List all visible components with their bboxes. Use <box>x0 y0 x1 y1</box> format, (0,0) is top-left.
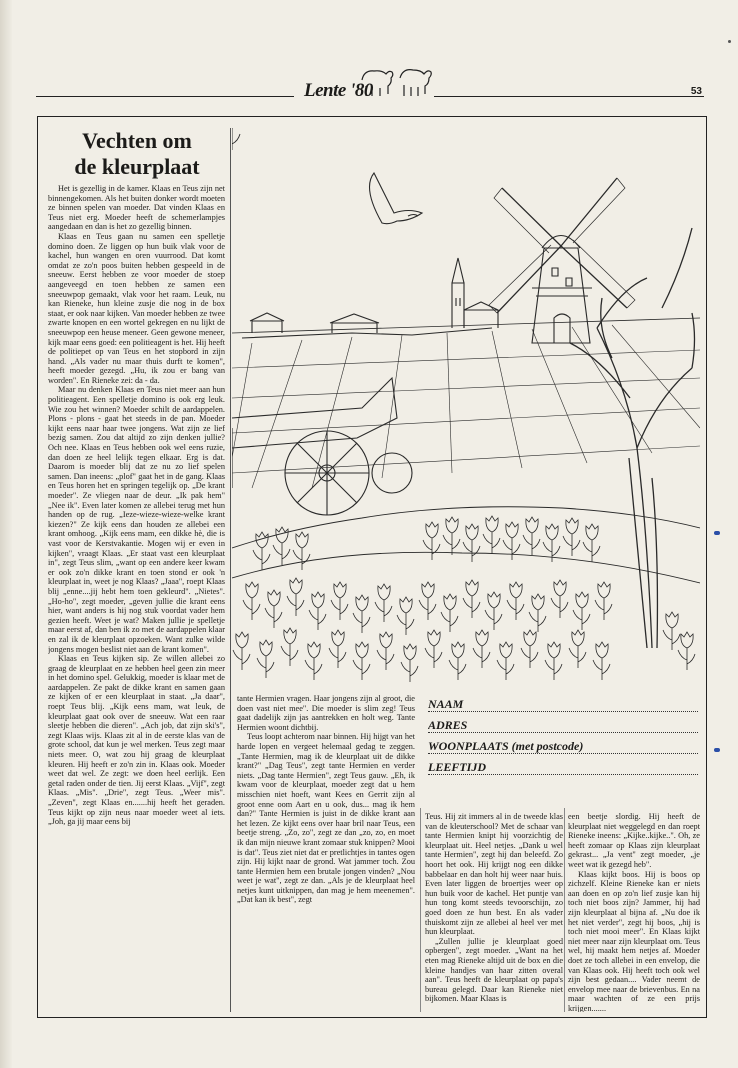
city-label: WOONPLAATS (met postcode) <box>428 739 584 753</box>
name-field[interactable] <box>428 697 698 718</box>
title-line-1: Vechten om <box>82 128 192 153</box>
coloring-plate-illustration <box>232 128 700 683</box>
paragraph: Teus. Hij zit immers al in de tweede klas van de kleuterschool? Met de schaar van tante Hermien knipt hij voorzichtig de kleurplaat uit. Heel netjes. „Dank u wel tante Hermien", zegt hij dan beleefd. Zo hoort het ook. Hij krijgt nog een dikke babbelaar en dan holt hij weer naar huis. Even later liggen de broertjes weer op hun buik voor de kachel. Het puntje van hun tong komt steeds tevoorschijn, zo goed doen ze hun best. En als vader thuiskomt zijn ze allebei al heel ver met hun kleurplaat. <box>425 812 563 937</box>
age-field[interactable] <box>428 760 698 781</box>
page-spine <box>0 0 12 1068</box>
bird-icon <box>370 173 423 224</box>
address-field[interactable] <box>428 718 698 739</box>
masthead-rule-right <box>434 96 704 97</box>
city-field[interactable] <box>428 739 698 760</box>
title-line-2: de kleurplaat <box>74 154 200 179</box>
cart-icon <box>232 378 412 515</box>
paragraph: Maar nu denken Klaas en Teus niet meer aan hun politieagent. Een spelletje domino is ook erg leuk. Wie zou het winnen? Moeder schilt de aardappelen. Plons - plons - gaat het steeds in de pan. Moeder kijkt eens naar haar twee jongens. Wat zijn ze lief bezig samen. Zou dat altijd zo zijn denken jullie? Och nee. Klaas en Teus hebben ook wel eens ruzie, dan doen ze heel lelijk tegen elkaar. Erg is dat. Daarom is moeder blij dat ze nu zo lief spelen samen. Dan ineens: „plof" gaat het in de gang. Klaas en Teus horen het en springen tegelijk op. „De krant moeder". Ze vliegen naar de deur. „Ik pak hem" „Nee ik". Even later komen ze allebei terug met hun handen op de rug. „Ieze-wieze-wieze-welke krant kiezen?" Ze kijk eens dan houden ze allebei een krant omhoog. „Kijk eens mam, een dikke hè, die is vast voor de Kerstvakantie. Mogen wij er even in kijken", vraagt Klaas. „Er staat vast een kleurplaat in", zegt Teus slim, „want op een andere keer kwam er ook zo'n dikke krant en toen stond er ook 'n kleurplaat in, weet je nog Klaas? „Jaaa", roept Klaas blij „enne....jij hebt hem toen gekleurd". „Nietes". „Ho-ho", zegt moeder, „geven jullie die krant eens hier, want anders is hij nog stuk voordat vader hem gezien heeft. Weet je wat? Maken jullie je spelletje maar eerst af, dan ben ik zo met de aardappelen klaar en zal ik de kleurplaat opzoeken. Want zulke wilde jongens mogen beslist niet aan de krant komen". <box>48 385 225 654</box>
windmill-icon <box>489 178 635 343</box>
masthead-title: Lente '80 <box>304 80 373 101</box>
paragraph: Klaas en Teus kijken sip. Ze willen allebei zo graag de kleurplaat en ze hebben heel geen zin meer in het domino spel. Gelukkig, moeder is klaar met de aardappelen. Ze pakt de dikke krant en samen gaan ze kijken of er een kleurplaat in staat. „Ja daar", roept Teus blij. „Kijk eens mam, wat leuk, de kleurplaat gaat ook over de sneeuw. Wat een raar sleetje hebben die dieren". „Ach job, dat zijn ski's", zegt Klaas wijs. Klaas zit al in de eerste klas van de grote school, dat kun je wel merken. Teus zegt maar niets meer. O, wat zou hij graag de kleurplaat kleuren. Hij heeft er zo'n zin in. Klaas ook. Moeder weet dat wel. Ze zegt: we doen heel eerlijk. Een getal raden onder de tien. Jij eerst Klaas. „Vijf", zegt Klaas. „Mis". „Drie", zegt Teus. „Weer mis". „Zeven", zegt Klaas en.......hij heeft het geraden. Teus kijkt op zijn neus naar moeder weet al iets. „Joh, ga jij maar eens bij <box>48 654 225 827</box>
article-column-2 <box>237 694 415 1012</box>
paragraph: Het is gezellig in de kamer. Klaas en Teus zijn net binnengekomen. Als het buiten donker wordt moeten ze binnen spelen van moeder. Dat vinden Klaas en Teus niet erg. Moeder heeft de schemerlampjes aangedaan en dan is het zo gezellig binnen. <box>48 184 225 232</box>
scan-speck <box>728 40 731 43</box>
article-column-1 <box>48 184 225 1010</box>
paragraph: „Zullen jullie je kleurplaat goed opbergen", zegt moeder. „Want na het eten mag Rieneke altijd uit de box en die kleine handjes van haar zitten overal aan". Teus heeft de kleurplaat op papa's bureau gelegd. Daar kan Rieneke niet bijkomen. Maar Klaas is <box>425 936 563 1004</box>
paragraph: Klaas en Teus gaan nu samen een spelletje domino doen. Ze liggen op hun buik vlak voor de kachel, hun wangen en oren vuurrood. Dat komt omdat ze zo'n poos buiten hebben gespeeld in de sneeuw. Eerst hebben ze voor moeder de stoep aangeveegd en toen hebben ze samen een sneeuwpop gemaakt, vlak voor het raam. Leuk, nu kan Rieneke, hun kleine zusje die nog in de box staat, er ook naar kijken. Van moeder hebben ze twee zwarte knopen en een wortel gekregen en nu lijkt de sneeuwpop een heuse meneer. Geen gewone meneer, kijk maar eens goed: een politieagent is het. Hij heeft de politiepet op van Teus en het stopbord in zijn hand. „Als vader nu maar thuis durft te komen", heeft moeder gezegd. „Hu, ik zou er bang van worden". En Rieneke zei: da - da. <box>48 231 225 385</box>
address-label: ADRES <box>428 718 468 732</box>
column-separator <box>564 808 565 1012</box>
church-icon <box>452 258 498 328</box>
name-label: NAAM <box>428 697 464 711</box>
age-label: LEEFTIJD <box>428 760 487 774</box>
article-column-3 <box>425 812 563 1012</box>
entry-form <box>428 697 698 781</box>
masthead-rule-left <box>36 96 294 97</box>
tree-icon <box>570 228 695 648</box>
blue-margin-mark <box>714 531 720 535</box>
paragraph: Klaas kijkt boos. Hij is boos op zichzelf. Kleine Rieneke kan er niets aan doen en op zo'n lief zusje kan hij toch niet boos zijn? Jammer, hij had zijn kleurplaat al bijna af. „Nu doe ik het niet verder", zegt hij boos, „hij is toch niet mooi meer". En Klaas kijkt niet meer naar zijn kleurplaat om. Teus wel, hij maakt hem netjes af. Moeder doet ze toch allebei in een envelop, die van Klaas ook. Hij heeft toch ook wel zijn best gedaan.... Vader neemt de envelop mee naar de brievenbus. En na maar wachten of ze een prijs krijgen....... <box>568 869 700 1012</box>
paragraph: Teus loopt achterom naar binnen. Hij hijgt van het harde lopen en vergeet helemaal gedag te zeggen. „Tante Hermien, mag ik de kleurplaat uit de dikke krant?" „Dag Teus", zegt tante Hermien en verder niets. „Dag tante Hermien", zegt Teus gauw. „Eh, ik kwam voor de kleurplaat, moeder zegt dat u hem misschien niet hoeft, want Kees en Gerrit zijn al groot enne oom Aart en u ook, dus... mag ik hem dan?" Tante Hermien is juist in de dikke krant aan het lezen. Ze kijkt eens over haar bril naar Teus, een beetje streng. „Zo, zo", zegt ze dan „zo, zo, en moet ik dan mijn nieuwe krant zomaar stuk knippen? Mooi is dat". Teus ziet niet dat er pretlichtjes in tantes ogen zijn. Hij kijkt naar de grond. Wat jammer toch. Zou tante Hermien hem een brutale jongen vinden? „Nou weet je wat", zegt ze dan. „Als je de kleurplaat heel netjes kunt uitknippen, dan mag je hem meenemen". „Dat kan ik best", zegt <box>237 732 415 905</box>
article-title <box>52 128 222 180</box>
column-separator <box>420 808 421 1012</box>
tulips-icon <box>232 507 700 583</box>
column-separator <box>230 128 231 1012</box>
masthead <box>36 58 704 108</box>
blue-margin-mark <box>714 748 720 752</box>
article-column-4 <box>568 812 700 1012</box>
paragraph: een beetje slordig. Hij heeft de kleurplaat niet weggelegd en dan roept Rieneke ineens: „Kijke..kijke..". Oh, ze heeft zomaar op Klaas zijn kleurplaat gekrast... „Ja vent" zegt moeder, „je weet wat ik gezegd heb". <box>568 812 700 869</box>
paragraph: tante Hermien vragen. Haar jongens zijn al groot, die doen vast niet mee". Die moeder is slim zeg! Teus gaat dadelijk zijn jas aantrekken en holt weg. Tante Hermien woont dichtbij. <box>237 694 415 732</box>
page-number: 53 <box>690 86 702 97</box>
